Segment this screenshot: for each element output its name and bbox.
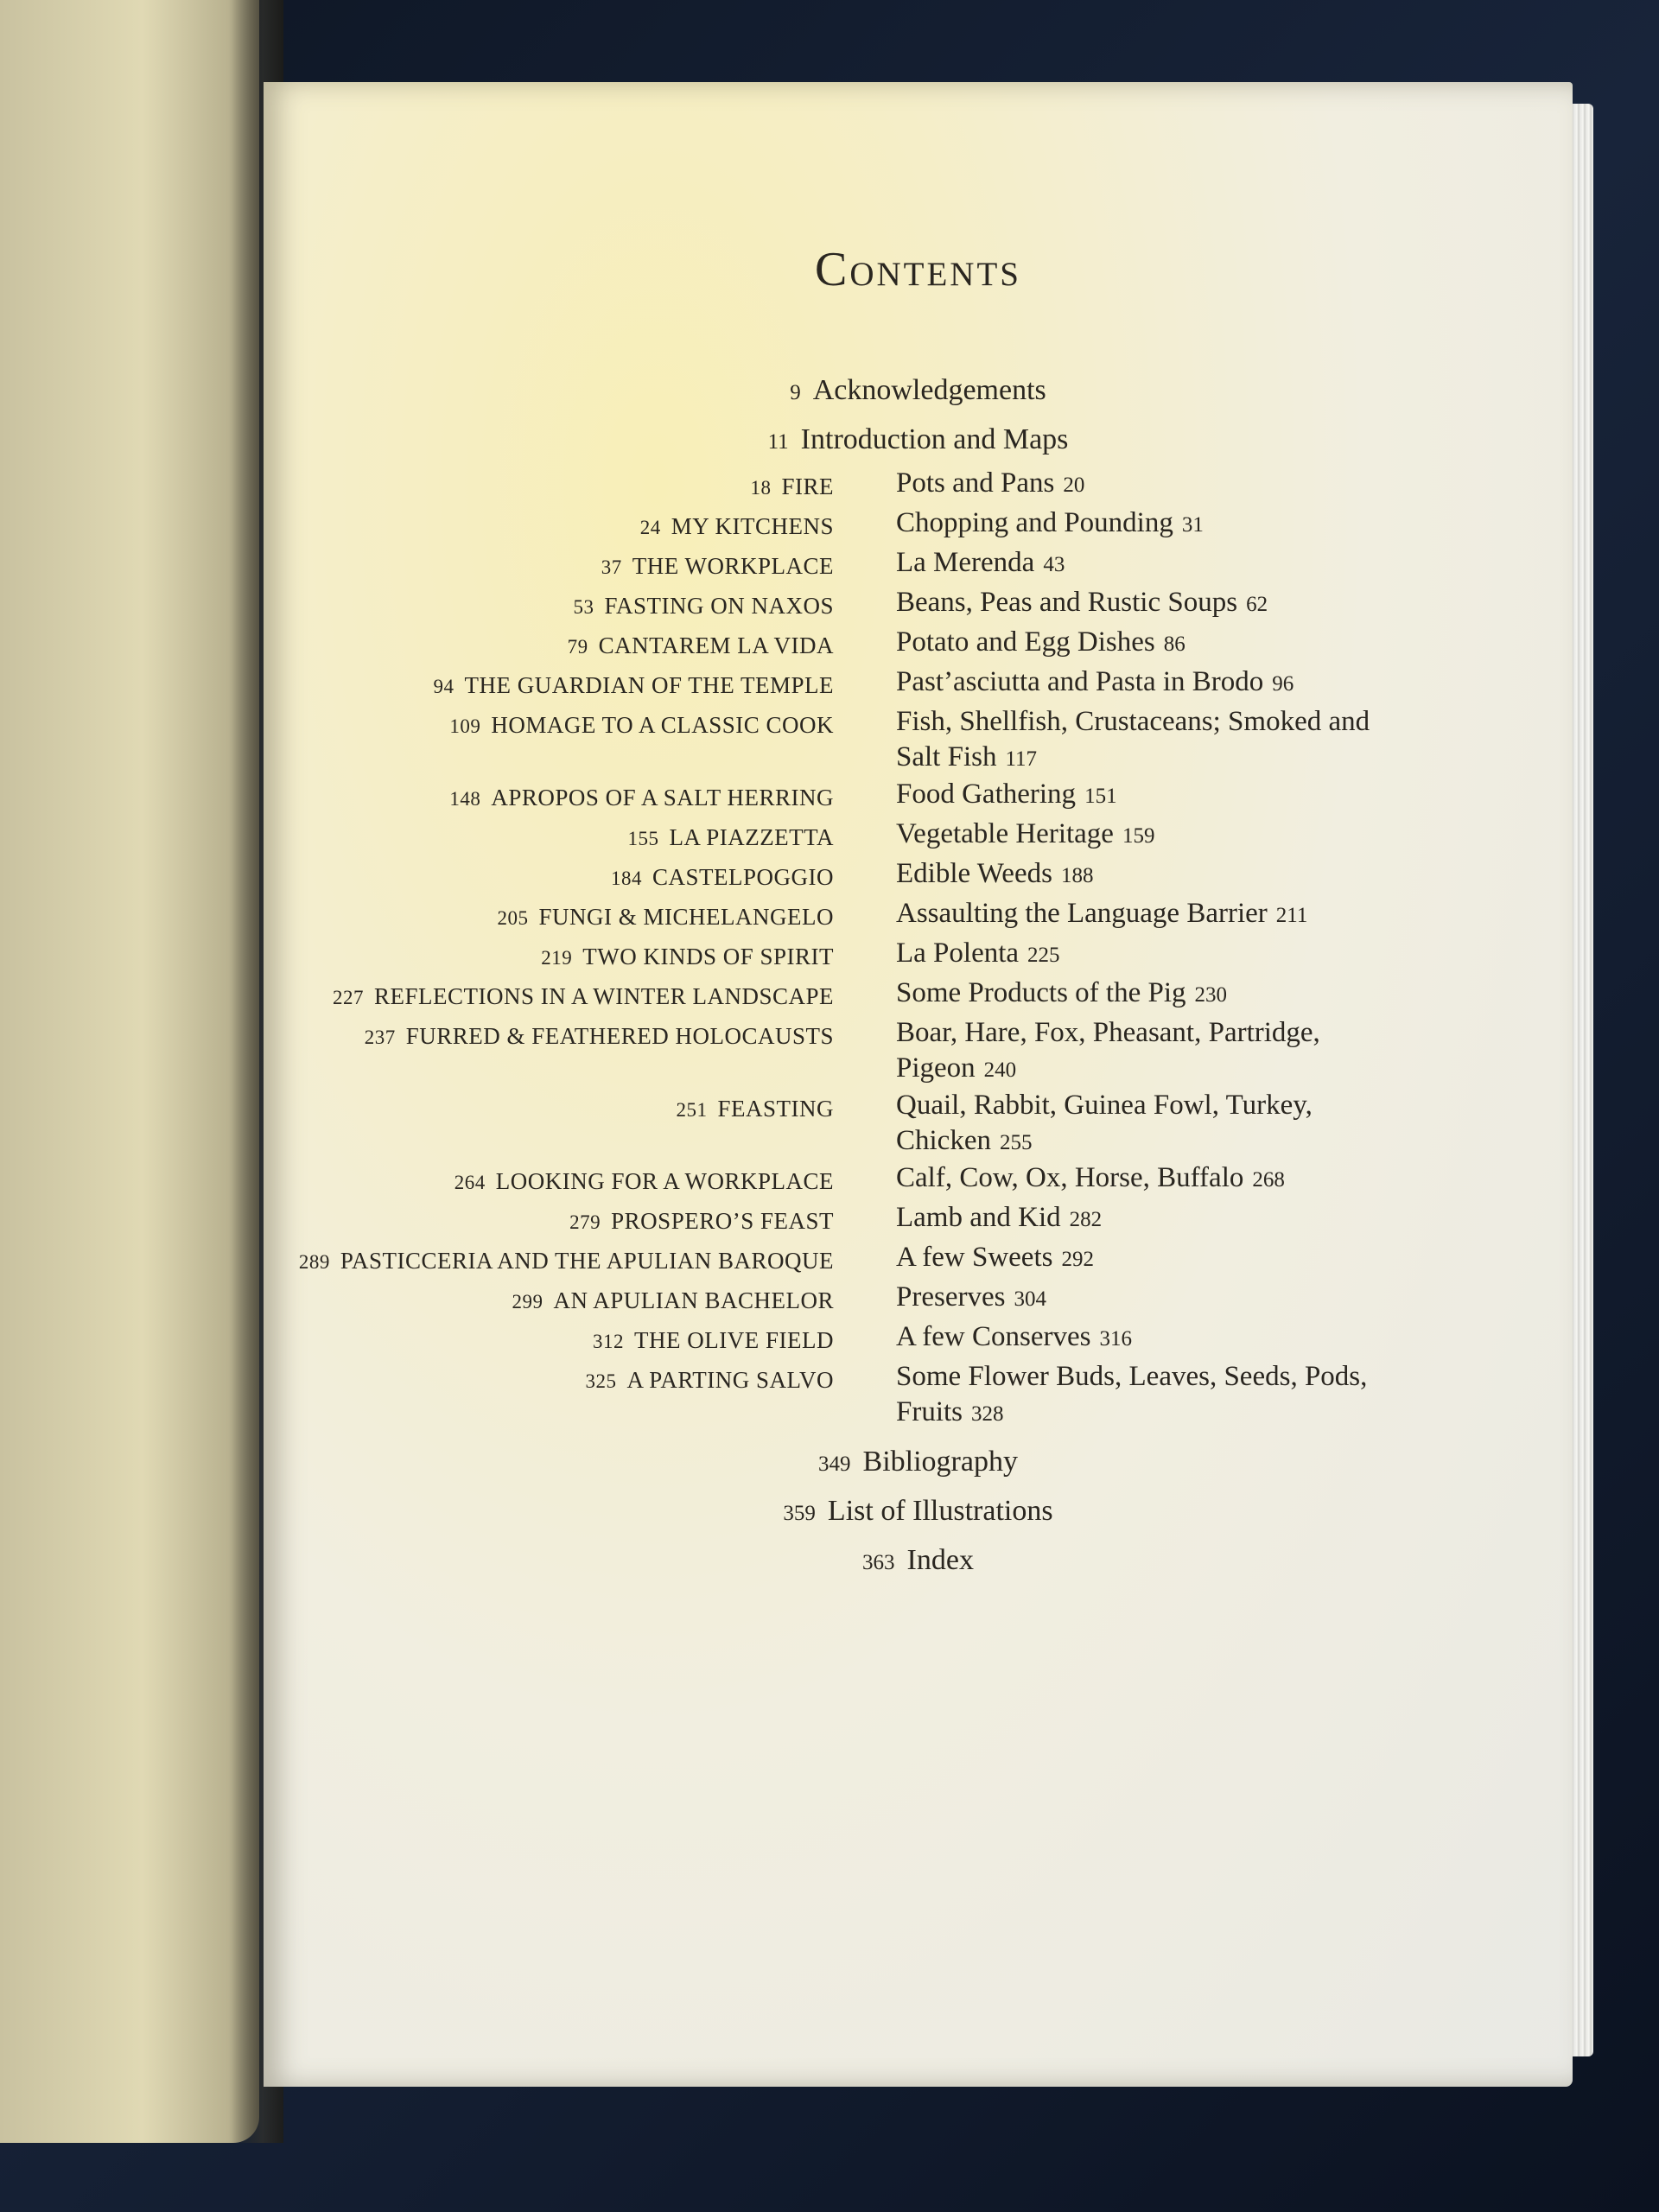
toc-entry [264,1537,1573,1586]
recipe-section-title: La Merenda [896,547,1035,578]
chapter-page-number: 219 [541,947,573,969]
chapter-title: PASTICCERIA AND THE APULIAN BAROQUE [340,1248,834,1274]
recipe-section-title: Lamb and Kid [896,1202,1061,1233]
page-number: 349 [818,1452,851,1476]
recipe-page-number: 31 [1181,513,1204,537]
chapter-title: REFLECTIONS IN A WINTER LANDSCAPE [373,983,834,1009]
page-number: 363 [862,1551,895,1574]
chapter-title: FASTING ON NAXOS [604,593,834,619]
chapter-page-number: 325 [585,1370,617,1392]
recipe-page-number: 151 [1084,785,1117,808]
chapter-page-number: 24 [639,517,661,538]
recipe-entry [896,856,1380,893]
recipe-entry [896,777,1380,814]
recipe-section-title: Some Flower Buds, Leaves, Seeds, Pods, Fruits [896,1361,1368,1427]
recipe-section-title: Preserves [896,1281,1006,1313]
entry-label: Acknowledgements [812,374,1046,406]
chapter-entry [264,1200,834,1240]
recipe-entry [896,545,1380,582]
chapter-page-number: 94 [433,676,454,697]
recipe-entry [896,664,1380,702]
recipe-page-number: 188 [1060,864,1094,887]
recipe-entry [896,505,1380,543]
recipe-page-number: 282 [1069,1208,1103,1231]
page-number: 11 [767,430,789,454]
toc-entry [264,1488,1573,1537]
recipe-page-number: 96 [1272,672,1294,696]
chapter-entry [264,777,834,817]
chapter-entry [264,585,834,625]
chapter-title: FEASTING [717,1096,834,1122]
chapter-page-number: 79 [567,636,588,658]
entry-label: Bibliography [862,1446,1018,1478]
chapter-entry [264,1359,834,1399]
recipe-page-number: 20 [1063,474,1085,497]
recipe-entry [896,896,1380,933]
entry-label: Introduction and Maps [800,423,1069,455]
left-page [0,0,259,2143]
chapter-page-number: 109 [449,715,481,737]
recipe-entry [896,1160,1380,1198]
recipe-section-title: Chopping and Pounding [896,507,1173,538]
chapter-entry [264,704,834,744]
recipe-entry [896,1088,1380,1160]
recipe-page-number: 211 [1275,904,1308,927]
page-title: Contents [814,243,1021,296]
chapter-title: CANTAREM LA VIDA [598,632,834,658]
chapter-page-number: 205 [497,907,529,929]
chapter-entry [264,1240,834,1280]
chapter-title: AN APULIAN BACHELOR [553,1287,834,1313]
chapter-page-number: 251 [676,1099,708,1121]
chapter-row [264,1200,1573,1240]
recipe-section-title: La Polenta [896,938,1020,969]
chapter-page-number: 18 [750,477,772,499]
recipe-section-title: Some Products of the Pig [896,977,1186,1008]
chapter-row [264,1015,1573,1088]
recipe-page-number: 225 [1027,944,1060,967]
chapter-entry [264,817,834,856]
chapter-title: THE OLIVE FIELD [634,1327,834,1353]
chapter-title: THE WORKPLACE [632,553,834,579]
chapter-row [264,545,1573,585]
recipe-page-number: 62 [1246,593,1268,616]
chapter-page-number: 289 [298,1251,330,1273]
chapter-row [264,1088,1573,1160]
chapter-row [264,1240,1573,1280]
page-number: 9 [790,381,801,404]
recipe-page-number: 230 [1194,983,1227,1007]
recipe-entry [896,936,1380,973]
recipe-page-number: 328 [971,1402,1004,1426]
recipe-section-title: A few Sweets [896,1242,1053,1273]
chapter-entry [264,1319,834,1359]
chapter-page-number: 184 [610,868,642,889]
chapter-page-number: 264 [454,1172,486,1193]
chapter-title: LOOKING FOR A WORKPLACE [495,1168,834,1194]
recipe-section-title: Quail, Rabbit, Guinea Fowl, Turkey, Chicken [896,1090,1313,1156]
chapter-page-number: 312 [593,1331,625,1352]
chapter-row [264,505,1573,545]
recipe-entry [896,1359,1380,1432]
chapter-entry [264,505,834,545]
recipe-entry [896,1240,1380,1277]
chapter-entry [264,466,834,505]
recipe-section-title: Potato and Egg Dishes [896,626,1155,658]
chapter-row [264,817,1573,856]
chapter-title: TWO KINDS OF SPIRIT [582,944,834,969]
chapter-row [264,585,1573,625]
toc-entry [264,416,1573,466]
chapter-title: CASTELPOGGIO [652,864,834,890]
chapter-row [264,856,1573,896]
entry-label: Index [906,1544,974,1576]
recipe-section-title: A few Conserves [896,1321,1091,1352]
recipe-page-number: 316 [1099,1327,1132,1351]
recipe-page-number: 268 [1252,1168,1285,1192]
chapter-title: LA PIAZZETTA [669,824,834,850]
recipe-page-number: 292 [1061,1248,1094,1271]
chapter-title: FURRED & FEATHERED HOLOCAUSTS [405,1023,834,1049]
chapter-entry [264,1160,834,1200]
recipe-entry [896,625,1380,662]
chapter-entry [264,1088,834,1128]
entry-label: List of Illustrations [827,1495,1053,1527]
recipe-section-title: Edible Weeds [896,858,1052,889]
front-matter [264,367,1573,466]
chapter-row [264,1359,1573,1432]
recipe-page-number: 117 [1005,747,1038,771]
chapter-page-number: 155 [627,828,659,849]
chapter-row [264,896,1573,936]
chapter-entry [264,1015,834,1055]
chapter-row [264,1160,1573,1200]
chapter-page-number: 279 [569,1211,601,1233]
chapter-entry [264,664,834,704]
chapter-row [264,976,1573,1015]
chapter-entry [264,976,834,1015]
chapter-list [264,466,1573,1432]
chapter-entry [264,625,834,664]
recipe-section-title: Beans, Peas and Rustic Soups [896,587,1238,618]
recipe-page-number: 240 [983,1058,1017,1082]
recipe-page-number: 43 [1043,553,1065,576]
toc-entry [264,1439,1573,1488]
recipe-section-title: Assaulting the Language Barrier [896,898,1268,929]
chapter-title: APROPOS OF A SALT HERRING [491,785,834,810]
recipe-section-title: Boar, Hare, Fox, Pheasant, Partridge, Pigeon [896,1017,1320,1084]
toc-entry [264,367,1573,416]
chapter-row [264,777,1573,817]
chapter-page-number: 227 [332,987,364,1008]
chapter-title: A PARTING SALVO [626,1367,834,1393]
chapter-entry [264,1280,834,1319]
recipe-entry [896,1319,1380,1357]
chapter-row [264,936,1573,976]
recipe-page-number: 255 [999,1131,1033,1154]
page-number: 359 [783,1502,816,1525]
recipe-entry [896,817,1380,854]
recipe-page-number: 304 [1014,1287,1046,1311]
chapter-row [264,625,1573,664]
chapter-entry [264,936,834,976]
contents-page [264,82,1573,2087]
chapter-row [264,1319,1573,1359]
chapter-page-number: 237 [364,1027,396,1048]
chapter-page-number: 148 [449,788,481,810]
recipe-section-title: Pots and Pans [896,467,1055,499]
recipe-section-title: Fish, Shellfish, Crustaceans; Smoked and Salt Fish [896,706,1370,772]
recipe-entry [896,1200,1380,1237]
recipe-section-title: Vegetable Heritage [896,818,1114,849]
recipe-page-number: 86 [1163,632,1185,656]
recipe-entry [896,704,1380,777]
recipe-entry [896,976,1380,1013]
chapter-entry [264,545,834,585]
chapter-row [264,664,1573,704]
recipe-section-title: Calf, Cow, Ox, Horse, Buffalo [896,1162,1244,1193]
chapter-row [264,466,1573,505]
recipe-entry [896,466,1380,503]
back-matter [264,1439,1573,1586]
chapter-entry [264,896,834,936]
recipe-entry [896,585,1380,622]
recipe-entry [896,1280,1380,1317]
chapter-entry [264,856,834,896]
chapter-page-number: 37 [601,556,622,578]
table-of-contents [264,367,1573,1586]
recipe-page-number: 159 [1122,824,1155,848]
chapter-page-number: 299 [512,1291,543,1313]
chapter-title: HOMAGE TO A CLASSIC COOK [491,712,834,738]
recipe-section-title: Past’asciutta and Pasta in Brodo [896,666,1264,697]
chapter-title: MY KITCHENS [671,513,834,539]
chapter-title: PROSPERO’S FEAST [611,1208,834,1234]
chapter-title: FIRE [781,474,834,499]
chapter-row [264,1280,1573,1319]
chapter-row [264,704,1573,777]
chapter-page-number: 53 [573,596,594,618]
chapter-title: THE GUARDIAN OF THE TEMPLE [464,672,834,698]
chapter-title: FUNGI & MICHELANGELO [538,904,834,930]
recipe-entry [896,1015,1380,1088]
recipe-section-title: Food Gathering [896,779,1077,810]
